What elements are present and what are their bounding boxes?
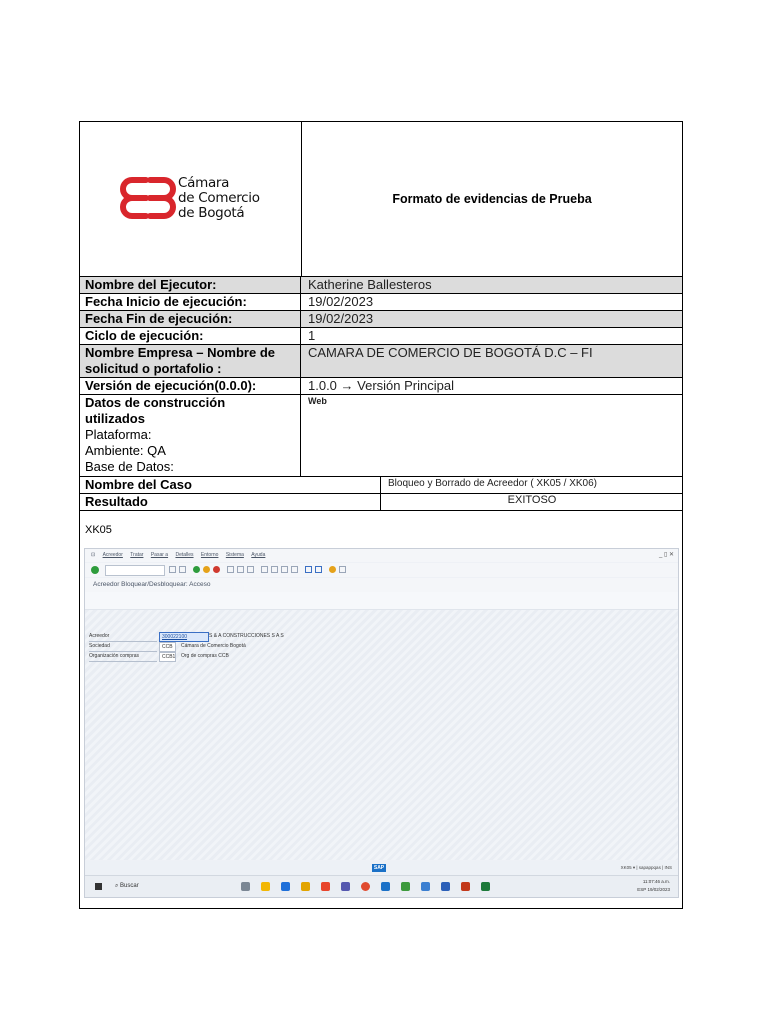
document-header: [80, 122, 682, 277]
datos-ambiente: Ambiente: QA: [85, 443, 166, 458]
sap-screen-title-bar: [85, 578, 678, 592]
ejecutor-label: Nombre del Ejecutor:: [80, 277, 301, 293]
back-icon[interactable]: [193, 566, 200, 573]
row-fecha-inicio: [80, 294, 682, 311]
word-icon[interactable]: [441, 882, 450, 891]
previous-page-icon[interactable]: [271, 566, 278, 573]
version-value: 1.0.0 → Versión Principal: [308, 378, 454, 393]
sap-menu-item[interactable]: Tratar: [130, 552, 144, 558]
powerpoint-icon[interactable]: [461, 882, 470, 891]
logo-cell: [80, 122, 302, 276]
print-icon[interactable]: [227, 566, 234, 573]
datos-label-line: utilizados: [85, 411, 145, 426]
windows-start-icon[interactable]: [95, 883, 102, 890]
sap-menu-bar: [85, 549, 678, 562]
file-explorer-icon[interactable]: [261, 882, 270, 891]
find-next-icon[interactable]: [247, 566, 254, 573]
acreedor-description: S & A CONSTRUCCIONES S A S: [209, 633, 284, 639]
sap-status-bar: [85, 861, 678, 875]
acreedor-input[interactable]: 300022100: [159, 632, 209, 642]
enter-icon[interactable]: [91, 566, 99, 574]
sap-menu-item[interactable]: Detalles: [175, 552, 194, 558]
ciclo-label: Ciclo de ejecución:: [80, 328, 301, 344]
sap-system-status[interactable]: XK05 ▾ | sapappqas | INS: [620, 865, 672, 870]
next-page-icon[interactable]: [281, 566, 288, 573]
sap-screenshot: [84, 548, 679, 898]
row-empresa: [80, 345, 682, 378]
camara-comercio-logo: [118, 172, 288, 232]
sap-menu-item[interactable]: Ayuda: [251, 552, 266, 558]
sap-app-toolbar: [85, 592, 678, 610]
datos-label: [80, 395, 301, 476]
first-page-icon[interactable]: [261, 566, 268, 573]
fecha-fin-label: Fecha Fin de ejecución:: [80, 311, 301, 327]
empresa-label: [80, 345, 301, 377]
row-fecha-fin: [80, 311, 682, 328]
sap-work-area: [85, 610, 678, 860]
sap-logon-icon[interactable]: [381, 882, 390, 891]
outlook-icon[interactable]: [421, 882, 430, 891]
help-icon[interactable]: [329, 566, 336, 573]
new-session-icon[interactable]: [305, 566, 312, 573]
teams-icon[interactable]: [341, 882, 350, 891]
logo-wordmark: [178, 176, 260, 221]
row-version: [80, 378, 682, 395]
find-icon[interactable]: [237, 566, 244, 573]
fecha-fin-value: 19/02/2023: [308, 311, 374, 326]
search-icon: ⌕: [115, 883, 121, 889]
caso-value: Bloqueo y Borrado de Acreedor ( XK05 / XK06): [388, 478, 598, 489]
row-datos-construccion: [80, 395, 682, 477]
taskbar-search[interactable]: [115, 881, 139, 892]
taskbar-search-text: Buscar: [120, 883, 139, 889]
organizacion-compras-description: Org de compras CCB: [181, 653, 229, 659]
sap-logo: SAP: [373, 865, 385, 871]
row-caso: [80, 477, 682, 494]
organizacion-compras-label: Organización compras: [89, 652, 157, 662]
ccb-logo-mark-icon: [118, 172, 178, 222]
save-icon[interactable]: [179, 566, 186, 573]
task-view-icon[interactable]: [241, 882, 250, 891]
ejecutor-value: Katherine Ballesteros: [308, 277, 432, 292]
sociedad-description: Cámara de Comercio Bogotá: [181, 643, 246, 649]
sap-menu-item[interactable]: Entorno: [200, 552, 219, 558]
shortcut-icon[interactable]: [315, 566, 322, 573]
document-title: Formato de evidencias de Prueba: [392, 192, 592, 206]
row-resultado: [80, 494, 682, 511]
empresa-label-line: Nombre Empresa – Nombre de: [85, 345, 276, 360]
empresa-label-line: solicitud o portafolio :: [85, 361, 222, 376]
row-ciclo: [80, 328, 682, 345]
acreedor-label: Acreedor: [89, 632, 157, 642]
back-arrows-icon[interactable]: [169, 566, 176, 573]
datos-plataforma: Plataforma:: [85, 427, 152, 442]
app-icon[interactable]: [321, 882, 330, 891]
datos-base: Base de Datos:: [85, 459, 174, 474]
store-icon[interactable]: [281, 882, 290, 891]
logo-line: de Comercio: [178, 190, 260, 206]
system-tray[interactable]: [637, 878, 670, 894]
version-label: Versión de ejecución(0.0.0):: [80, 378, 301, 394]
chrome-icon[interactable]: [361, 882, 370, 891]
fecha-inicio-label: Fecha Inicio de ejecución:: [80, 294, 301, 310]
ciclo-value: 1: [308, 328, 316, 343]
row-ejecutor: [80, 277, 682, 294]
empresa-value: CAMARA DE COMERCIO DE BOGOTÁ D.C – FI: [308, 345, 593, 360]
evidence-transaction-title: XK05: [85, 524, 112, 536]
resultado-value: EXITOSO: [507, 494, 557, 506]
sociedad-label: Sociedad: [89, 642, 157, 652]
clock-time: 11:07:46 a.m.: [642, 879, 670, 884]
cancel-icon[interactable]: [213, 566, 220, 573]
folder-icon[interactable]: [301, 882, 310, 891]
evidence-document: [79, 121, 683, 909]
logo-line: Cámara: [178, 175, 230, 191]
sap-menu-item[interactable]: Acreedor: [102, 552, 123, 558]
sap-screen-title: Acreedor Bloquear/Desbloquear: Acceso: [93, 581, 211, 588]
window-controls[interactable]: _ ▯ ✕: [659, 552, 674, 558]
windows-taskbar: [85, 875, 678, 898]
clock-date: 19/02/2023: [647, 887, 670, 892]
last-page-icon[interactable]: [291, 566, 298, 573]
keyboard-language: ESP: [637, 887, 647, 892]
exit-icon[interactable]: [203, 566, 210, 573]
customize-layout-icon[interactable]: [339, 566, 346, 573]
organizacion-compras-input[interactable]: CCB1: [159, 652, 176, 662]
sap-menu-icon[interactable]: ⊡: [91, 552, 96, 558]
sap-menu-item[interactable]: Sistema: [225, 552, 244, 558]
datos-label-line: Datos de construcción: [85, 395, 226, 410]
datos-value: Web: [308, 396, 327, 406]
caso-label: Nombre del Caso: [80, 477, 381, 493]
excel-2-icon[interactable]: [481, 882, 490, 891]
logo-line: de Bogotá: [178, 205, 245, 221]
command-field[interactable]: [105, 565, 165, 576]
sap-toolbar: [85, 563, 678, 577]
sap-menu-item[interactable]: Pasar a: [150, 552, 169, 558]
excel-icon[interactable]: [401, 882, 410, 891]
sociedad-input[interactable]: CCB: [159, 642, 176, 652]
resultado-label: Resultado: [80, 494, 381, 510]
fecha-inicio-value: 19/02/2023: [308, 294, 374, 309]
